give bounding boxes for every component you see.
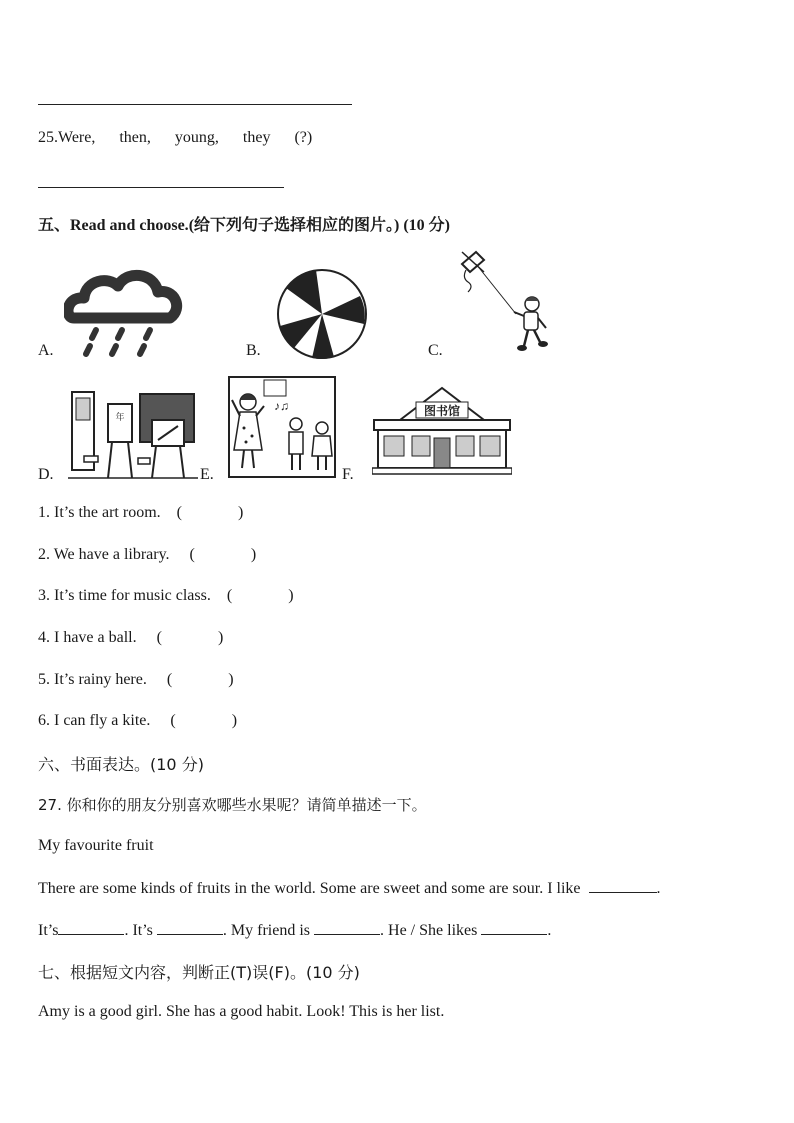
word-5: (?) <box>294 129 313 146</box>
section-7-title: 七、根据短文内容，判断正(T)误(F)。(10 分) <box>38 963 360 982</box>
question-5 <box>38 671 234 689</box>
question-27-prompt: 27. 你和你的朋友分别喜欢哪些水果呢？请简单描述一下。 <box>38 796 427 814</box>
question-text: 1. It’s the art room. <box>38 504 161 521</box>
question-25 <box>38 129 312 147</box>
question-4 <box>38 629 223 647</box>
question-text: 6. I can fly a kite. <box>38 712 151 729</box>
picture-letter: A. <box>38 342 54 359</box>
period: . <box>656 880 661 897</box>
picture-letter: C. <box>428 342 443 359</box>
essay-text: There are some kinds of fruits in the world. Some are sweet and some are sour. I like <box>38 880 581 897</box>
answer-parentheses[interactable]: ( ) <box>226 587 294 604</box>
answer-parentheses[interactable]: ( ) <box>166 671 234 688</box>
library-sign: 图书馆 <box>423 404 461 418</box>
word-4: they <box>242 129 271 146</box>
question-2 <box>38 546 256 564</box>
blank-friend[interactable] <box>314 920 380 935</box>
music-class-icon <box>228 376 338 480</box>
answer-parentheses[interactable]: ( ) <box>170 712 238 729</box>
section-5-title-rest: (给下列句子选择相应的图片。) (10 分) <box>188 217 451 234</box>
blank-its-1[interactable] <box>58 920 124 935</box>
answer-parentheses[interactable]: ( ) <box>176 504 244 521</box>
blank-its-2[interactable] <box>157 920 223 935</box>
rain-cloud-icon <box>64 268 184 360</box>
passage-text: Amy is a good girl. She has a good habit. Look! This is her list. <box>38 1003 445 1020</box>
answer-line-24[interactable] <box>38 104 352 105</box>
blank-likes[interactable] <box>481 920 547 935</box>
svg-text:♪♫: ♪♫ <box>274 399 289 413</box>
picture-letter: B. <box>246 342 261 359</box>
picture-letter: D. <box>38 466 54 483</box>
question-number: 25. <box>38 129 58 146</box>
question-1 <box>38 504 243 522</box>
section-6-title: 六、书面表达。(10 分) <box>38 755 204 774</box>
essay-text: . <box>547 922 552 939</box>
question-text: 2. We have a library. <box>38 546 170 563</box>
library-building-icon <box>372 384 512 476</box>
section-5-title <box>38 212 450 235</box>
answer-parentheses[interactable]: ( ) <box>189 546 257 563</box>
question-text: 5. It’s rainy here. <box>38 671 147 688</box>
section-5-title-bold: 五、Read and choose. <box>38 217 189 234</box>
question-3 <box>38 587 294 605</box>
answer-parentheses[interactable]: ( ) <box>156 629 224 646</box>
essay-text: . My friend is <box>222 922 311 939</box>
word-2: then, <box>119 129 151 146</box>
boy-flying-kite-icon <box>454 246 554 360</box>
question-text: 3. It’s time for music class. <box>38 587 211 604</box>
answer-line-25[interactable] <box>38 187 284 188</box>
essay-text: . He / She likes <box>380 922 478 939</box>
word-3: young, <box>174 129 219 146</box>
question-text: 4. I have a ball. <box>38 629 137 646</box>
blank-i-like[interactable] <box>589 878 657 893</box>
word-1: Were, <box>58 129 96 146</box>
picture-letter: F. <box>342 466 354 483</box>
question-6 <box>38 712 237 730</box>
svg-text:年: 年 <box>115 412 125 422</box>
essay-text: . It’s <box>124 922 153 939</box>
art-room-easels-icon <box>68 386 198 480</box>
essay-line-2 <box>38 920 551 940</box>
picture-letter: E. <box>200 466 214 483</box>
essay-line-1 <box>38 878 661 898</box>
beach-ball-icon <box>272 268 372 360</box>
essay-heading: My favourite fruit <box>38 837 154 854</box>
essay-text: It’s <box>38 922 59 939</box>
